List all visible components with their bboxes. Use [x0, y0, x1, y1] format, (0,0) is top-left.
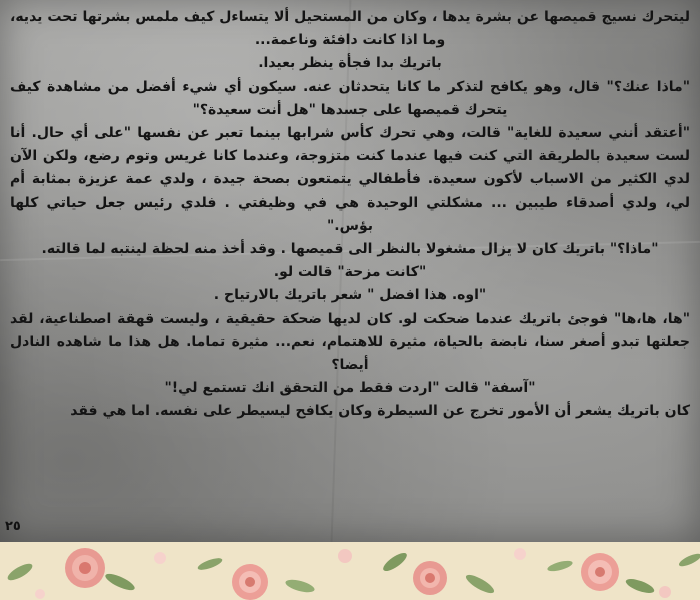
- floral-pattern-image: [0, 542, 700, 600]
- paragraph: باتريك بدا فجأة ينظر بعيدا.: [258, 55, 442, 72]
- blossom-icon: [35, 548, 671, 599]
- floral-border: [0, 542, 700, 600]
- paragraph: "ها، ها،ها" فوجئ باتريك عندما ضحكت لو. كان لديها ضحكة حقيقية ، وليست قهقة اصطناعية، لقد جعلتها تبدو أصغر سنا، نابضة بالحياة، مثيرة للاهتمام، نعم... مثيرة تماما. هل هذا ما شاهده النادل أيضا؟: [10, 310, 690, 374]
- story-text: [10, 6, 690, 424]
- paragraph: "أعتقد أنني سعيدة للغاية" قالت، وهي تحرك كأس شرابها بينما تعبر عن نفسها "على أي حال. أنا لست سعيدة بالطريقة التي كنت فيها عندما كنت متزوجة، وعندما كانا غريس وتوم رضع، ولكن الآن لدي الكثير من الاسباب لأكون سعيدة. فأطفالي يتمتعون بصحة جيدة ، ولدي عمة عزيزة بمثابة أم لي، ولدي أصدقاء طيبين ... مشكلتي الوحيدة هي في وظيفتي . فلدي رئيس جعل حياتي كلها بؤس.": [10, 125, 690, 234]
- paragraph: "كانت مزحة" قالت لو.: [273, 264, 427, 281]
- paragraph: "ماذا؟" باتريك كان لا يزال مشغولا بالنظر الى قميصها . وقد أخذ منه لحظة لينتبه لما قالته.: [41, 241, 659, 258]
- paragraph: كان باتريك يشعر أن الأمور تخرج عن السيطرة وكان يكافح ليسيطر على نفسه. اما هي فقد: [70, 403, 690, 420]
- paragraph: "اوه. هذا افضل " شعر باتريك بالارتياح .: [213, 287, 487, 304]
- paragraph: "آسفة" قالت "اردت فقط من التحقق انك تستمع لي!": [164, 380, 536, 397]
- paragraph: "ماذا عنك؟" قال، وهو يكافح لتذكر ما كانا يتحدثان عنه. سيكون أي شيء أفضل من مشاهدة كيف يتحرك قميصها على جسدها "هل أنت سعيدة؟": [10, 78, 690, 118]
- paragraph: ليتحرك نسيج قميصها عن بشرة يدها ، وكان من المستحيل ألا يتساءل كيف ملمس بشرتها تحت يديه، وما اذا كانت دافئة وناعمة...: [10, 9, 690, 49]
- page-number: ٢٥: [5, 519, 21, 534]
